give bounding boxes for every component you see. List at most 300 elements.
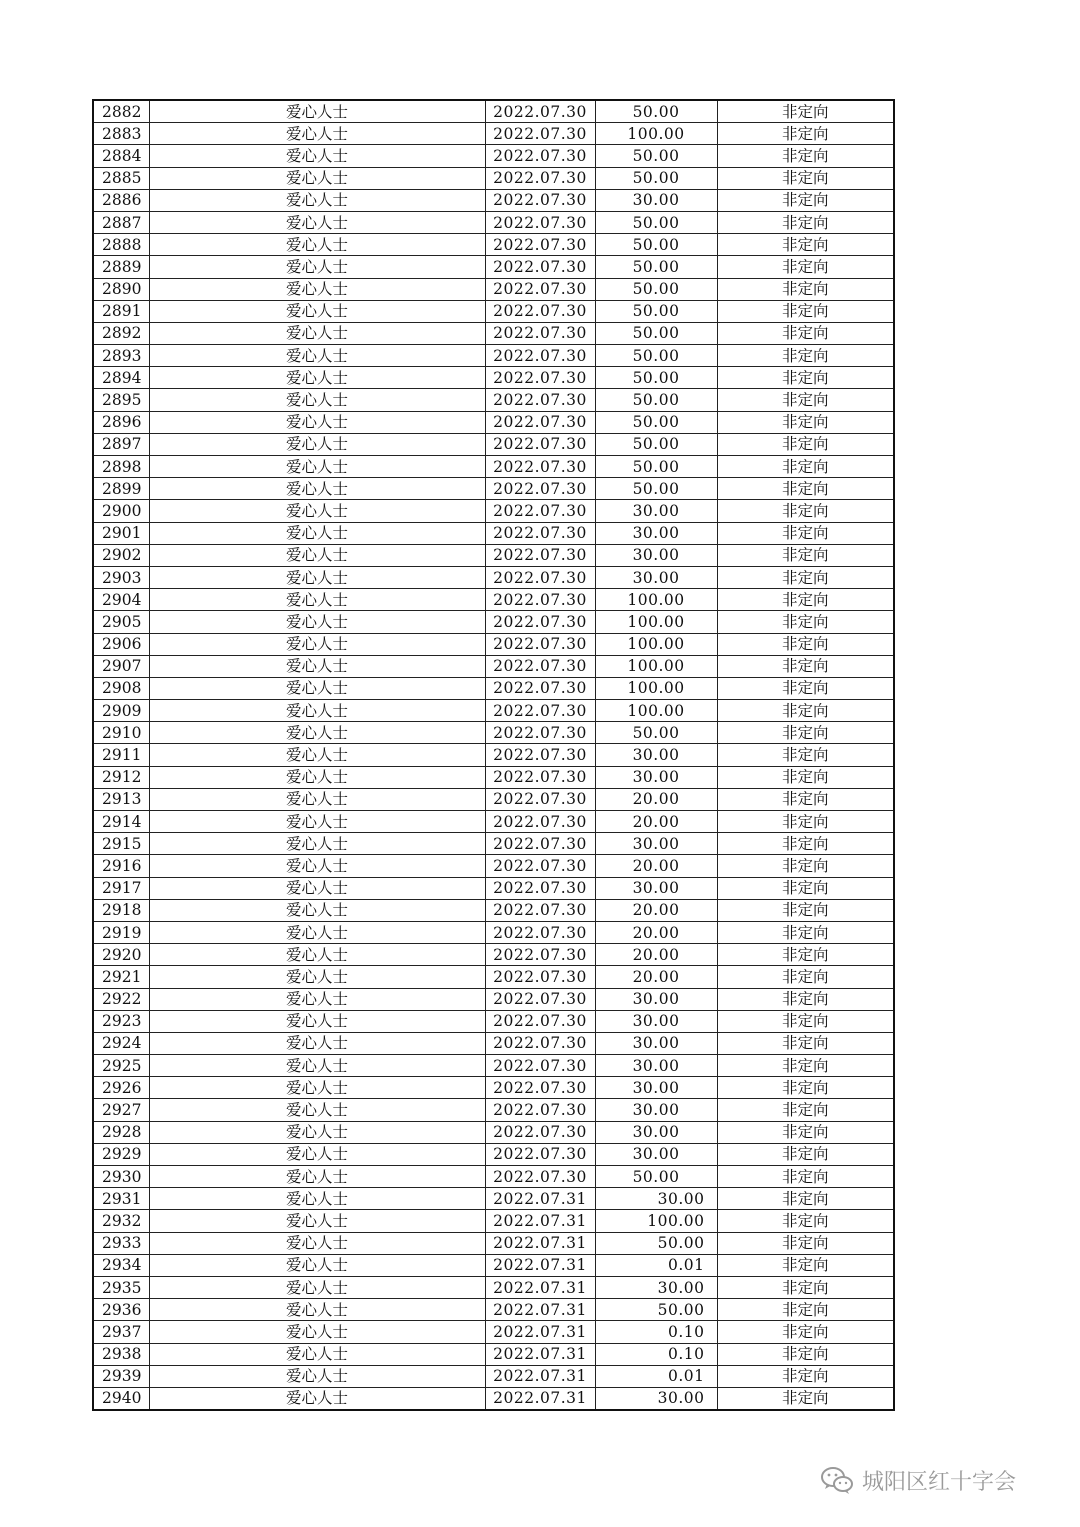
donation-amount-cell: 20.00: [595, 944, 717, 966]
donor-name-cell: 爱心人士: [149, 1077, 485, 1099]
row-number-cell: 2917: [93, 877, 149, 899]
wechat-icon: [820, 1465, 854, 1495]
donation-date-cell: 2022.07.31: [485, 1299, 595, 1321]
donation-type-cell: 非定向: [717, 1387, 894, 1410]
table-row: [93, 367, 894, 389]
donation-type-cell: 非定向: [717, 278, 894, 300]
row-number-cell: 2924: [93, 1032, 149, 1054]
donation-date-cell: 2022.07.30: [485, 633, 595, 655]
donor-name-cell: 爱心人士: [149, 456, 485, 478]
donor-name-cell: 爱心人士: [149, 1343, 485, 1365]
donation-type-cell: 非定向: [717, 345, 894, 367]
donation-date-cell: 2022.07.30: [485, 522, 595, 544]
table-row: [93, 877, 894, 899]
donation-amount-cell: 30.00: [595, 566, 717, 588]
donation-amount-cell: 30.00: [595, 1055, 717, 1077]
donation-amount-cell: 30.00: [595, 1010, 717, 1032]
donation-type-cell: 非定向: [717, 655, 894, 677]
donor-name-cell: 爱心人士: [149, 921, 485, 943]
donation-type-cell: 非定向: [717, 1343, 894, 1365]
donation-amount-cell: 30.00: [595, 988, 717, 1010]
table-row: [93, 211, 894, 233]
donation-amount-cell: 50.00: [595, 433, 717, 455]
donation-amount-cell: 50.00: [595, 1166, 717, 1188]
donor-name-cell: 爱心人士: [149, 1365, 485, 1387]
donation-amount-cell: 0.10: [595, 1343, 717, 1365]
donation-type-cell: 非定向: [717, 677, 894, 699]
donation-amount-cell: 50.00: [595, 1299, 717, 1321]
donor-name-cell: 爱心人士: [149, 1121, 485, 1143]
donation-date-cell: 2022.07.31: [485, 1343, 595, 1365]
donation-amount-cell: 20.00: [595, 855, 717, 877]
donor-name-cell: 爱心人士: [149, 855, 485, 877]
donation-date-cell: 2022.07.30: [485, 944, 595, 966]
donor-name-cell: 爱心人士: [149, 1010, 485, 1032]
table-row: [93, 478, 894, 500]
donation-type-cell: 非定向: [717, 1254, 894, 1276]
donation-date-cell: 2022.07.30: [485, 278, 595, 300]
table-row: [93, 189, 894, 211]
donation-type-cell: 非定向: [717, 1232, 894, 1254]
row-number-cell: 2905: [93, 611, 149, 633]
row-number-cell: 2894: [93, 367, 149, 389]
donation-amount-cell: 30.00: [595, 522, 717, 544]
donation-table: [92, 99, 895, 1411]
donation-amount-cell: 30.00: [595, 1143, 717, 1165]
donation-date-cell: 2022.07.30: [485, 722, 595, 744]
donor-name-cell: 爱心人士: [149, 788, 485, 810]
table-row: [93, 322, 894, 344]
table-row: [93, 855, 894, 877]
donation-amount-cell: 50.00: [595, 322, 717, 344]
donor-name-cell: 爱心人士: [149, 189, 485, 211]
donor-name-cell: 爱心人士: [149, 744, 485, 766]
donation-type-cell: 非定向: [717, 411, 894, 433]
donation-type-cell: 非定向: [717, 522, 894, 544]
donation-type-cell: 非定向: [717, 1099, 894, 1121]
donation-type-cell: 非定向: [717, 966, 894, 988]
donor-name-cell: 爱心人士: [149, 389, 485, 411]
donation-date-cell: 2022.07.30: [485, 1099, 595, 1121]
donation-date-cell: 2022.07.30: [485, 677, 595, 699]
donor-name-cell: 爱心人士: [149, 700, 485, 722]
row-number-cell: 2933: [93, 1232, 149, 1254]
row-number-cell: 2891: [93, 300, 149, 322]
row-number-cell: 2923: [93, 1010, 149, 1032]
donation-amount-cell: 100.00: [595, 633, 717, 655]
donation-type-cell: 非定向: [717, 611, 894, 633]
donor-name-cell: 爱心人士: [149, 367, 485, 389]
donation-type-cell: 非定向: [717, 1321, 894, 1343]
donation-type-cell: 非定向: [717, 478, 894, 500]
donor-name-cell: 爱心人士: [149, 589, 485, 611]
row-number-cell: 2927: [93, 1099, 149, 1121]
donation-type-cell: 非定向: [717, 589, 894, 611]
row-number-cell: 2902: [93, 544, 149, 566]
donation-date-cell: 2022.07.30: [485, 655, 595, 677]
row-number-cell: 2936: [93, 1299, 149, 1321]
donation-amount-cell: 50.00: [595, 145, 717, 167]
donation-date-cell: 2022.07.30: [485, 411, 595, 433]
row-number-cell: 2939: [93, 1365, 149, 1387]
row-number-cell: 2907: [93, 655, 149, 677]
donation-type-cell: 非定向: [717, 322, 894, 344]
table-row: [93, 766, 894, 788]
donation-type-cell: 非定向: [717, 1166, 894, 1188]
row-number-cell: 2900: [93, 500, 149, 522]
donation-type-cell: 非定向: [717, 833, 894, 855]
table-row: [93, 345, 894, 367]
row-number-cell: 2890: [93, 278, 149, 300]
donation-type-cell: 非定向: [717, 1010, 894, 1032]
donation-date-cell: 2022.07.31: [485, 1321, 595, 1343]
donor-name-cell: 爱心人士: [149, 1299, 485, 1321]
donor-name-cell: 爱心人士: [149, 322, 485, 344]
donation-amount-cell: 100.00: [595, 123, 717, 145]
donation-type-cell: 非定向: [717, 389, 894, 411]
donation-type-cell: 非定向: [717, 877, 894, 899]
donation-amount-cell: 30.00: [595, 1188, 717, 1210]
row-number-cell: 2920: [93, 944, 149, 966]
donor-name-cell: 爱心人士: [149, 677, 485, 699]
donation-date-cell: 2022.07.30: [485, 1077, 595, 1099]
table-row: [93, 1099, 894, 1121]
table-row: [93, 1032, 894, 1054]
donor-name-cell: 爱心人士: [149, 544, 485, 566]
donation-type-cell: 非定向: [717, 100, 894, 123]
donation-type-cell: 非定向: [717, 1188, 894, 1210]
donation-amount-cell: 50.00: [595, 256, 717, 278]
donation-date-cell: 2022.07.31: [485, 1276, 595, 1298]
donation-type-cell: 非定向: [717, 788, 894, 810]
donation-date-cell: 2022.07.30: [485, 855, 595, 877]
donation-date-cell: 2022.07.30: [485, 766, 595, 788]
table-row: [93, 411, 894, 433]
table-row: [93, 966, 894, 988]
donation-amount-cell: 30.00: [595, 1099, 717, 1121]
donation-date-cell: 2022.07.30: [485, 1055, 595, 1077]
donation-amount-cell: 50.00: [595, 411, 717, 433]
donation-type-cell: 非定向: [717, 944, 894, 966]
donation-type-cell: 非定向: [717, 456, 894, 478]
table-row: [93, 677, 894, 699]
donation-date-cell: 2022.07.30: [485, 456, 595, 478]
donation-date-cell: 2022.07.30: [485, 1121, 595, 1143]
table-row: [93, 278, 894, 300]
donation-amount-cell: 100.00: [595, 611, 717, 633]
donation-type-cell: 非定向: [717, 256, 894, 278]
donor-name-cell: 爱心人士: [149, 278, 485, 300]
donation-type-cell: 非定向: [717, 899, 894, 921]
donation-amount-cell: 30.00: [595, 1032, 717, 1054]
row-number-cell: 2898: [93, 456, 149, 478]
row-number-cell: 2909: [93, 700, 149, 722]
donor-name-cell: 爱心人士: [149, 566, 485, 588]
donation-type-cell: 非定向: [717, 234, 894, 256]
donation-amount-cell: 50.00: [595, 234, 717, 256]
donation-amount-cell: 50.00: [595, 1232, 717, 1254]
table-row: [93, 1188, 894, 1210]
table-row: [93, 1343, 894, 1365]
row-number-cell: 2914: [93, 811, 149, 833]
donation-date-cell: 2022.07.30: [485, 145, 595, 167]
row-number-cell: 2928: [93, 1121, 149, 1143]
donation-amount-cell: 50.00: [595, 211, 717, 233]
donor-name-cell: 爱心人士: [149, 1099, 485, 1121]
table-row: [93, 544, 894, 566]
donation-date-cell: 2022.07.31: [485, 1188, 595, 1210]
donor-name-cell: 爱心人士: [149, 300, 485, 322]
donation-amount-cell: 50.00: [595, 367, 717, 389]
donation-date-cell: 2022.07.31: [485, 1232, 595, 1254]
donation-amount-cell: 30.00: [595, 877, 717, 899]
donation-amount-cell: 30.00: [595, 744, 717, 766]
row-number-cell: 2895: [93, 389, 149, 411]
donor-name-cell: 爱心人士: [149, 988, 485, 1010]
donation-type-cell: 非定向: [717, 633, 894, 655]
donor-name-cell: 爱心人士: [149, 899, 485, 921]
table-row: [93, 944, 894, 966]
donor-name-cell: 爱心人士: [149, 944, 485, 966]
table-row: [93, 167, 894, 189]
table-row: [93, 433, 894, 455]
donor-name-cell: 爱心人士: [149, 1387, 485, 1410]
donor-name-cell: 爱心人士: [149, 655, 485, 677]
donation-type-cell: 非定向: [717, 1276, 894, 1298]
donation-type-cell: 非定向: [717, 1210, 894, 1232]
donation-amount-cell: 30.00: [595, 1387, 717, 1410]
donation-type-cell: 非定向: [717, 921, 894, 943]
donation-date-cell: 2022.07.30: [485, 500, 595, 522]
row-number-cell: 2899: [93, 478, 149, 500]
donation-type-cell: 非定向: [717, 1055, 894, 1077]
table-row: [93, 1055, 894, 1077]
donor-name-cell: 爱心人士: [149, 100, 485, 123]
donation-type-cell: 非定向: [717, 1121, 894, 1143]
donation-amount-cell: 30.00: [595, 766, 717, 788]
table-row: [93, 1143, 894, 1165]
row-number-cell: 2916: [93, 855, 149, 877]
table-row: [93, 1276, 894, 1298]
donation-date-cell: 2022.07.30: [485, 123, 595, 145]
donor-name-cell: 爱心人士: [149, 345, 485, 367]
table-row: [93, 811, 894, 833]
donation-amount-cell: 0.01: [595, 1365, 717, 1387]
donation-type-cell: 非定向: [717, 722, 894, 744]
row-number-cell: 2930: [93, 1166, 149, 1188]
donation-date-cell: 2022.07.30: [485, 322, 595, 344]
row-number-cell: 2901: [93, 522, 149, 544]
account-watermark: [820, 1462, 1016, 1498]
donation-type-cell: 非定向: [717, 1143, 894, 1165]
donation-amount-cell: 20.00: [595, 899, 717, 921]
donor-name-cell: 爱心人士: [149, 611, 485, 633]
donation-date-cell: 2022.07.30: [485, 788, 595, 810]
row-number-cell: 2888: [93, 234, 149, 256]
donor-name-cell: 爱心人士: [149, 478, 485, 500]
donation-table-body: [93, 100, 894, 1410]
donation-amount-cell: 20.00: [595, 921, 717, 943]
table-row: [93, 1365, 894, 1387]
row-number-cell: 2919: [93, 921, 149, 943]
donation-date-cell: 2022.07.30: [485, 921, 595, 943]
donation-date-cell: 2022.07.30: [485, 1010, 595, 1032]
donor-name-cell: 爱心人士: [149, 145, 485, 167]
donation-amount-cell: 0.01: [595, 1254, 717, 1276]
donor-name-cell: 爱心人士: [149, 256, 485, 278]
row-number-cell: 2918: [93, 899, 149, 921]
table-row: [93, 145, 894, 167]
row-number-cell: 2908: [93, 677, 149, 699]
donor-name-cell: 爱心人士: [149, 722, 485, 744]
donor-name-cell: 爱心人士: [149, 411, 485, 433]
donation-date-cell: 2022.07.30: [485, 544, 595, 566]
donation-amount-cell: 50.00: [595, 478, 717, 500]
donation-type-cell: 非定向: [717, 211, 894, 233]
donation-date-cell: 2022.07.31: [485, 1365, 595, 1387]
table-row: [93, 1166, 894, 1188]
row-number-cell: 2893: [93, 345, 149, 367]
donation-type-cell: 非定向: [717, 1032, 894, 1054]
table-row: [93, 722, 894, 744]
row-number-cell: 2906: [93, 633, 149, 655]
donation-date-cell: 2022.07.30: [485, 899, 595, 921]
donation-type-cell: 非定向: [717, 566, 894, 588]
donor-name-cell: 爱心人士: [149, 500, 485, 522]
row-number-cell: 2913: [93, 788, 149, 810]
donation-amount-cell: 50.00: [595, 100, 717, 123]
donor-name-cell: 爱心人士: [149, 1143, 485, 1165]
table-row: [93, 633, 894, 655]
row-number-cell: 2892: [93, 322, 149, 344]
donation-date-cell: 2022.07.30: [485, 189, 595, 211]
donation-amount-cell: 30.00: [595, 833, 717, 855]
row-number-cell: 2910: [93, 722, 149, 744]
donation-date-cell: 2022.07.30: [485, 478, 595, 500]
donation-type-cell: 非定向: [717, 544, 894, 566]
donation-amount-cell: 30.00: [595, 500, 717, 522]
donation-date-cell: 2022.07.30: [485, 1166, 595, 1188]
donation-date-cell: 2022.07.31: [485, 1387, 595, 1410]
table-row: [93, 123, 894, 145]
donation-date-cell: 2022.07.30: [485, 256, 595, 278]
row-number-cell: 2884: [93, 145, 149, 167]
table-row: [93, 1387, 894, 1410]
donation-date-cell: 2022.07.31: [485, 1254, 595, 1276]
row-number-cell: 2938: [93, 1343, 149, 1365]
table-row: [93, 921, 894, 943]
donation-amount-cell: 20.00: [595, 966, 717, 988]
donor-name-cell: 爱心人士: [149, 1166, 485, 1188]
donation-amount-cell: 0.10: [595, 1321, 717, 1343]
donor-name-cell: 爱心人士: [149, 966, 485, 988]
donation-type-cell: 非定向: [717, 145, 894, 167]
donation-type-cell: 非定向: [717, 189, 894, 211]
table-row: [93, 456, 894, 478]
table-row: [93, 744, 894, 766]
donation-date-cell: 2022.07.30: [485, 966, 595, 988]
table-row: [93, 522, 894, 544]
donation-type-cell: 非定向: [717, 367, 894, 389]
donation-amount-cell: 50.00: [595, 167, 717, 189]
donation-amount-cell: 100.00: [595, 700, 717, 722]
donation-amount-cell: 30.00: [595, 1077, 717, 1099]
donor-name-cell: 爱心人士: [149, 1210, 485, 1232]
donation-type-cell: 非定向: [717, 855, 894, 877]
donation-date-cell: 2022.07.30: [485, 988, 595, 1010]
table-row: [93, 988, 894, 1010]
donor-name-cell: 爱心人士: [149, 877, 485, 899]
donor-name-cell: 爱心人士: [149, 234, 485, 256]
donation-date-cell: 2022.07.30: [485, 611, 595, 633]
donation-amount-cell: 50.00: [595, 300, 717, 322]
row-number-cell: 2889: [93, 256, 149, 278]
table-row: [93, 1232, 894, 1254]
donor-name-cell: 爱心人士: [149, 123, 485, 145]
donation-amount-cell: 50.00: [595, 345, 717, 367]
donor-name-cell: 爱心人士: [149, 1188, 485, 1210]
donation-date-cell: 2022.07.30: [485, 211, 595, 233]
donation-amount-cell: 50.00: [595, 278, 717, 300]
row-number-cell: 2926: [93, 1077, 149, 1099]
row-number-cell: 2922: [93, 988, 149, 1010]
donation-amount-cell: 100.00: [595, 677, 717, 699]
donation-type-cell: 非定向: [717, 433, 894, 455]
table-row: [93, 589, 894, 611]
donor-name-cell: 爱心人士: [149, 633, 485, 655]
row-number-cell: 2937: [93, 1321, 149, 1343]
table-row: [93, 611, 894, 633]
donation-date-cell: 2022.07.30: [485, 877, 595, 899]
row-number-cell: 2903: [93, 566, 149, 588]
donor-name-cell: 爱心人士: [149, 1055, 485, 1077]
row-number-cell: 2897: [93, 433, 149, 455]
donation-amount-cell: 30.00: [595, 544, 717, 566]
row-number-cell: 2912: [93, 766, 149, 788]
table-row: [93, 833, 894, 855]
donation-amount-cell: 30.00: [595, 1276, 717, 1298]
row-number-cell: 2932: [93, 1210, 149, 1232]
donation-amount-cell: 100.00: [595, 1210, 717, 1232]
donation-amount-cell: 20.00: [595, 788, 717, 810]
donation-date-cell: 2022.07.30: [485, 433, 595, 455]
row-number-cell: 2934: [93, 1254, 149, 1276]
donation-amount-cell: 100.00: [595, 655, 717, 677]
donation-amount-cell: 50.00: [595, 722, 717, 744]
table-row: [93, 300, 894, 322]
row-number-cell: 2925: [93, 1055, 149, 1077]
donation-amount-cell: 30.00: [595, 189, 717, 211]
watermark-text: 城阳区红十字会: [862, 1469, 1017, 1495]
donation-date-cell: 2022.07.30: [485, 367, 595, 389]
donation-date-cell: 2022.07.30: [485, 811, 595, 833]
donation-date-cell: 2022.07.30: [485, 234, 595, 256]
row-number-cell: 2929: [93, 1143, 149, 1165]
donation-type-cell: 非定向: [717, 1365, 894, 1387]
row-number-cell: 2883: [93, 123, 149, 145]
row-number-cell: 2940: [93, 1387, 149, 1410]
donor-name-cell: 爱心人士: [149, 1032, 485, 1054]
table-row: [93, 655, 894, 677]
table-row: [93, 500, 894, 522]
donation-date-cell: 2022.07.30: [485, 589, 595, 611]
table-row: [93, 234, 894, 256]
donation-amount-cell: 50.00: [595, 456, 717, 478]
donation-type-cell: 非定向: [717, 1299, 894, 1321]
donation-date-cell: 2022.07.30: [485, 345, 595, 367]
donation-type-cell: 非定向: [717, 744, 894, 766]
donor-name-cell: 爱心人士: [149, 1254, 485, 1276]
